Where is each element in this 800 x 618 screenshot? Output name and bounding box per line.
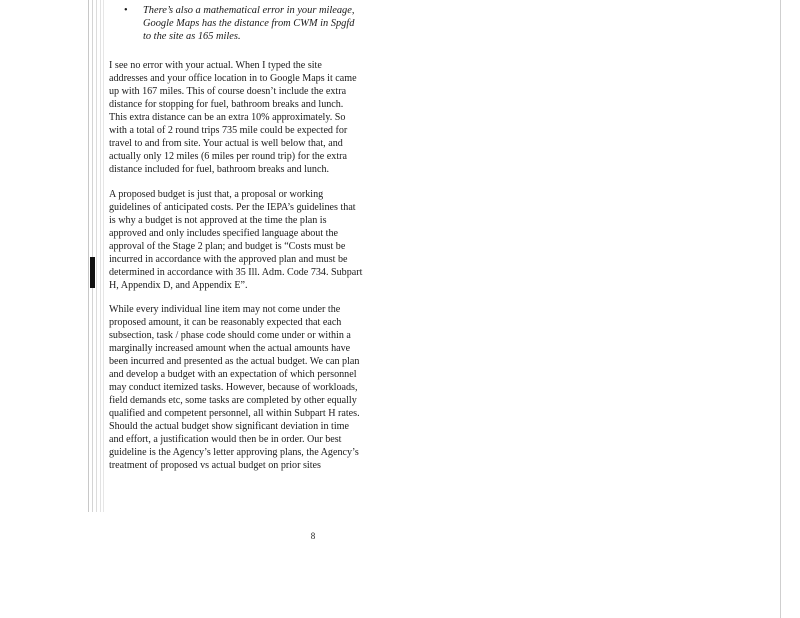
paragraph-mileage: I see no error with your actual. When I typed the site addresses and your office location in to Google Maps it came up with 167 miles. This of course doesn’t include the extra distance for stopping for fuel, bathroom breaks and lunch. This extra distance can be an extra 10% approximately. So with a total of 2 round trips 735 mile could be expected for travel to and from site. Your actual is well below that, and actually only 12 miles (6 miles per round trip) for the extra distance included for fuel, bathroom breaks and lunch. (109, 60, 357, 175)
page-edge-line (780, 0, 781, 618)
bullet-marker: • (124, 5, 128, 16)
scan-margin-line (92, 0, 93, 512)
scan-margin-line (100, 0, 101, 512)
document-body (109, 0, 363, 472)
page-number: 8 (310, 531, 316, 541)
bullet-text: There’s also a mathematical error in your mileage, Google Maps has the distance from CWM in Spgfd to the site as 165 miles. (143, 5, 355, 42)
paragraph-proposed-budget: A proposed budget is just that, a proposal or working guidelines of anticipated costs. Per the IEPA’s guidelines that is why a budget is not approved at the time the plan is approved and only includes specified language about the approval of the Stage 2 plan; and budget is “Costs must be incurred in accordance with the approved plan and must be determined in accordance with 35 Ill. Adm. Code 734. Subpart H, Appendix D, and Appendix E”. (109, 189, 363, 291)
paragraph-line-items: While every individual line item may not come under the proposed amount, it can be reasonably expected that each subsection, task / phase code should come under or within a marginally increased amount when the actual amounts have been incurred and presented as the actual budget. We can plan and develop a budget with an expectation of which personnel may conduct itemized tasks. However, because of workloads, field demands etc, some tasks are completed by other equally qualified and competent personnel, all within Subpart H rates. Should the actual budget show significant deviation in time and effort, a justification would then be in order. Our best guideline is the Agency’s letter approving plans, the Agency’s treatment of proposed vs actual budget on prior sites (109, 304, 360, 471)
scan-margin-line (96, 0, 97, 512)
scan-margin-line (88, 0, 89, 512)
scan-margin-line (103, 0, 104, 512)
revision-change-bar (90, 257, 95, 288)
bullet-item (124, 4, 363, 43)
